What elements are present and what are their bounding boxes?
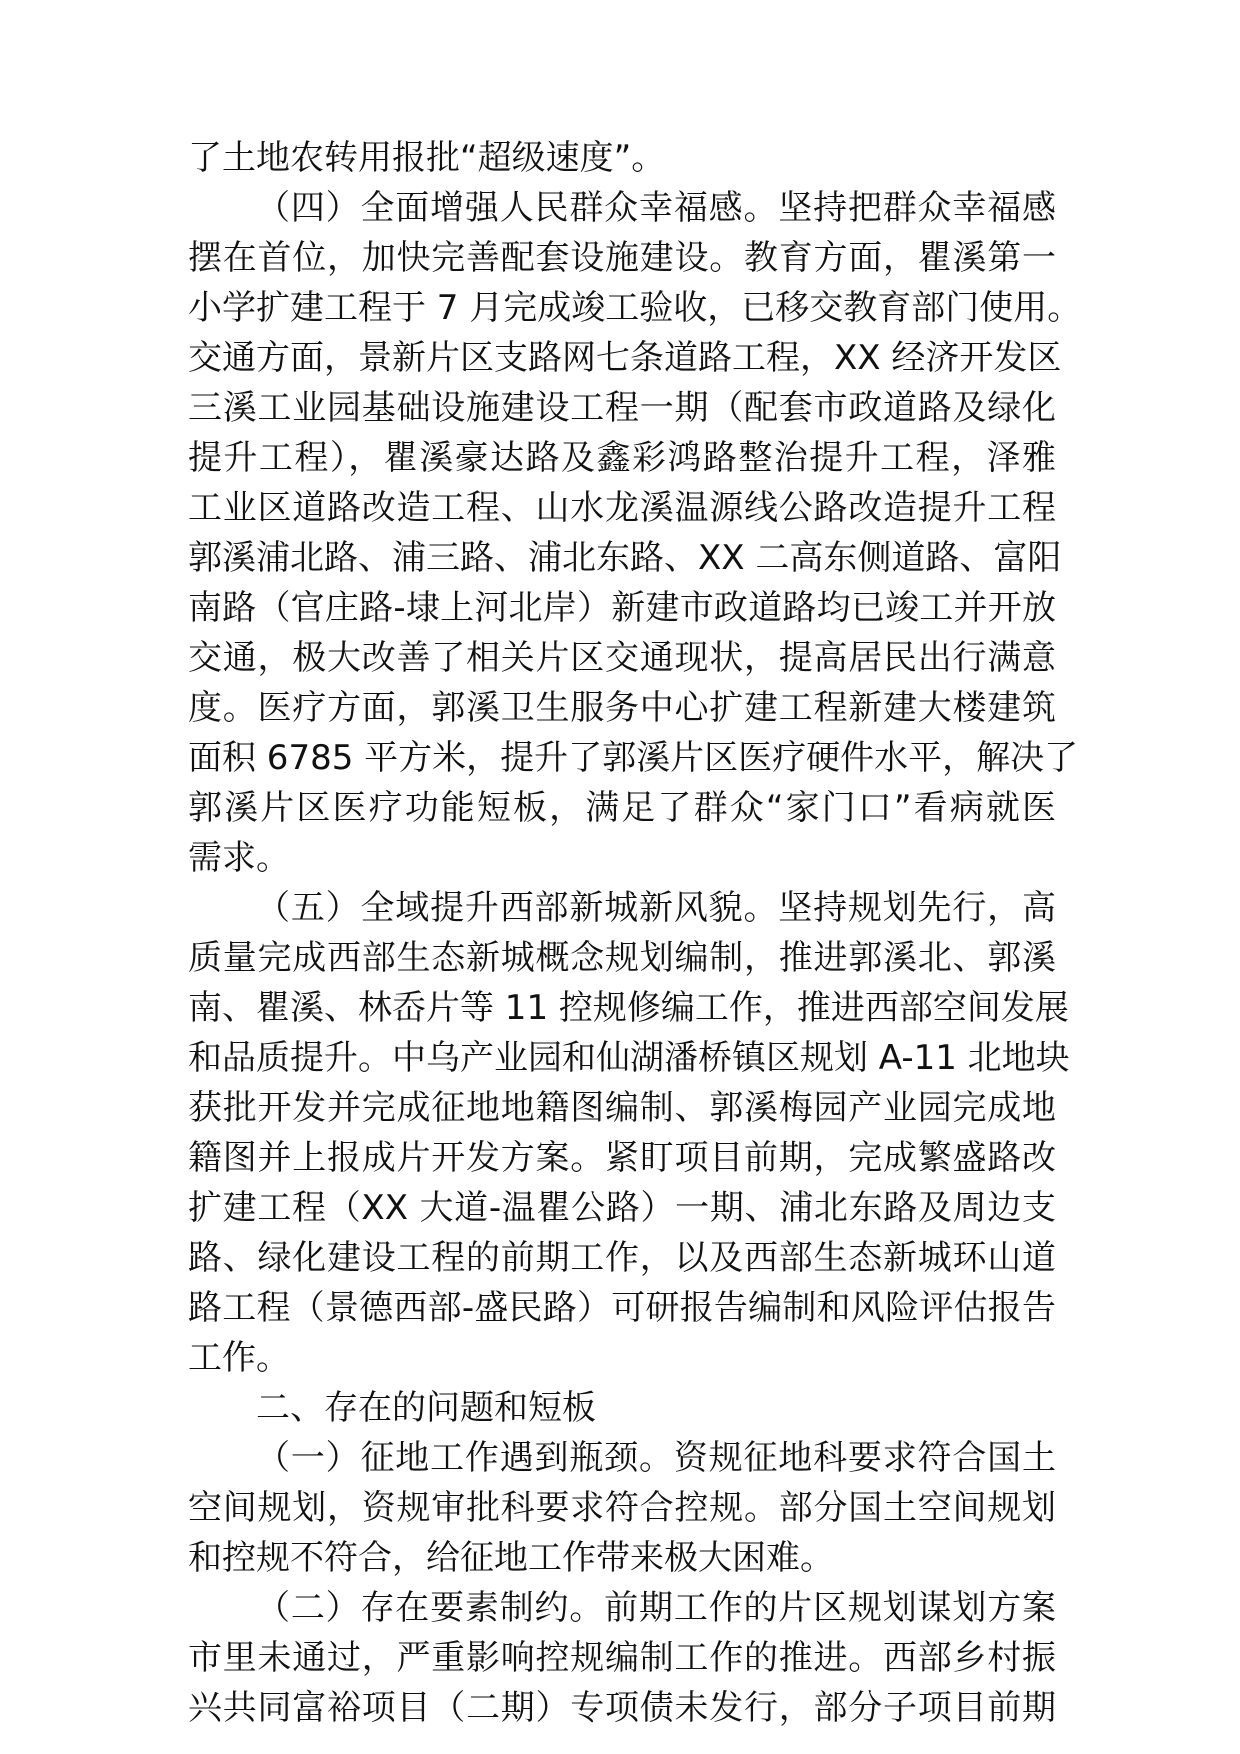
text-line: 扩建工程（XX 大道-温瞿公路）一期、浦北东路及周边支 (188, 1188, 1056, 1228)
text-line: 工作。 (188, 1338, 290, 1378)
text-line: 工业区道路改造工程、山水龙溪温源线公路改造提升工程 (188, 488, 1056, 528)
paragraph-heading-1: （一）征地工作遇到瓶颈。资规征地科要求符合国土 (256, 1438, 1056, 1478)
text-line: 度。医疗方面，郭溪卫生服务中心扩建工程新建大楼建筑 (188, 688, 1056, 728)
text-line: 需求。 (188, 838, 290, 878)
paragraph-heading-4: （四）全面增强人民群众幸福感。坚持把群众幸福感 (256, 188, 1056, 228)
text-line: 交通，极大改善了相关片区交通现状，提高居民出行满意 (188, 638, 1056, 678)
text-line: 和控规不符合，给征地工作带来极大困难。 (188, 1538, 834, 1578)
text-line: 路、绿化建设工程的前期工作，以及西部生态新城环山道 (188, 1238, 1056, 1278)
text-line: 籍图并上报成片开发方案。紧盯项目前期，完成繁盛路改 (188, 1138, 1056, 1178)
text-line: 兴共同富裕项目（二期）专项债未发行，部分子项目前期 (188, 1688, 1056, 1728)
text-line: 质量完成西部生态新城概念规划编制，推进郭溪北、郭溪 (188, 938, 1056, 978)
text-line: 市里未通过，严重影响控规编制工作的推进。西部乡村振 (188, 1638, 1056, 1678)
text-line: 和品质提升。中乌产业园和仙湖潘桥镇区规划 A-11 北地块 (188, 1038, 1070, 1078)
text-line: 南路（官庄路-埭上河北岸）新建市政道路均已竣工并开放 (188, 588, 1056, 628)
paragraph-heading-2: （二）存在要素制约。前期工作的片区规划谋划方案 (256, 1588, 1056, 1628)
text-line: 交通方面，景新片区支路网七条道路工程，XX 经济开发区 (188, 338, 1062, 378)
text-line: 面积 6785 平方米，提升了郭溪片区医疗硬件水平，解决了 (188, 738, 1079, 778)
text-line: 获批开发并完成征地地籍图编制、郭溪梅园产业园完成地 (188, 1088, 1056, 1128)
text-line: 郭溪浦北路、浦三路、浦北东路、XX 二高东侧道路、富阳 (188, 538, 1062, 578)
text-line: 提升工程），瞿溪豪达路及鑫彩鸿路整治提升工程，泽雅 (188, 438, 1056, 478)
text-line: 摆在首位，加快完善配套设施建设。教育方面，瞿溪第一 (188, 238, 1056, 278)
text-line: 郭溪片区医疗功能短板，满足了群众“家门口”看病就医 (188, 788, 1056, 828)
text-line: 了土地农转用报批“超级速度”。 (188, 138, 666, 178)
text-line: 三溪工业园基础设施建设工程一期（配套市政道路及绿化 (188, 388, 1056, 428)
text-line: 空间规划，资规审批科要求符合控规。部分国土空间规划 (188, 1488, 1056, 1528)
text-line: 南、瞿溪、林岙片等 11 控规修编工作，推进西部空间发展 (188, 988, 1069, 1028)
section-heading: 二、存在的问题和短板 (256, 1388, 596, 1428)
text-line: 小学扩建工程于 7 月完成竣工验收，已移交教育部门使用。 (188, 288, 1082, 328)
text-line: 路工程（景德西部-盛民路）可研报告编制和风险评估报告 (188, 1288, 1056, 1328)
paragraph-heading-5: （五）全域提升西部新城新风貌。坚持规划先行，高 (256, 888, 1056, 928)
